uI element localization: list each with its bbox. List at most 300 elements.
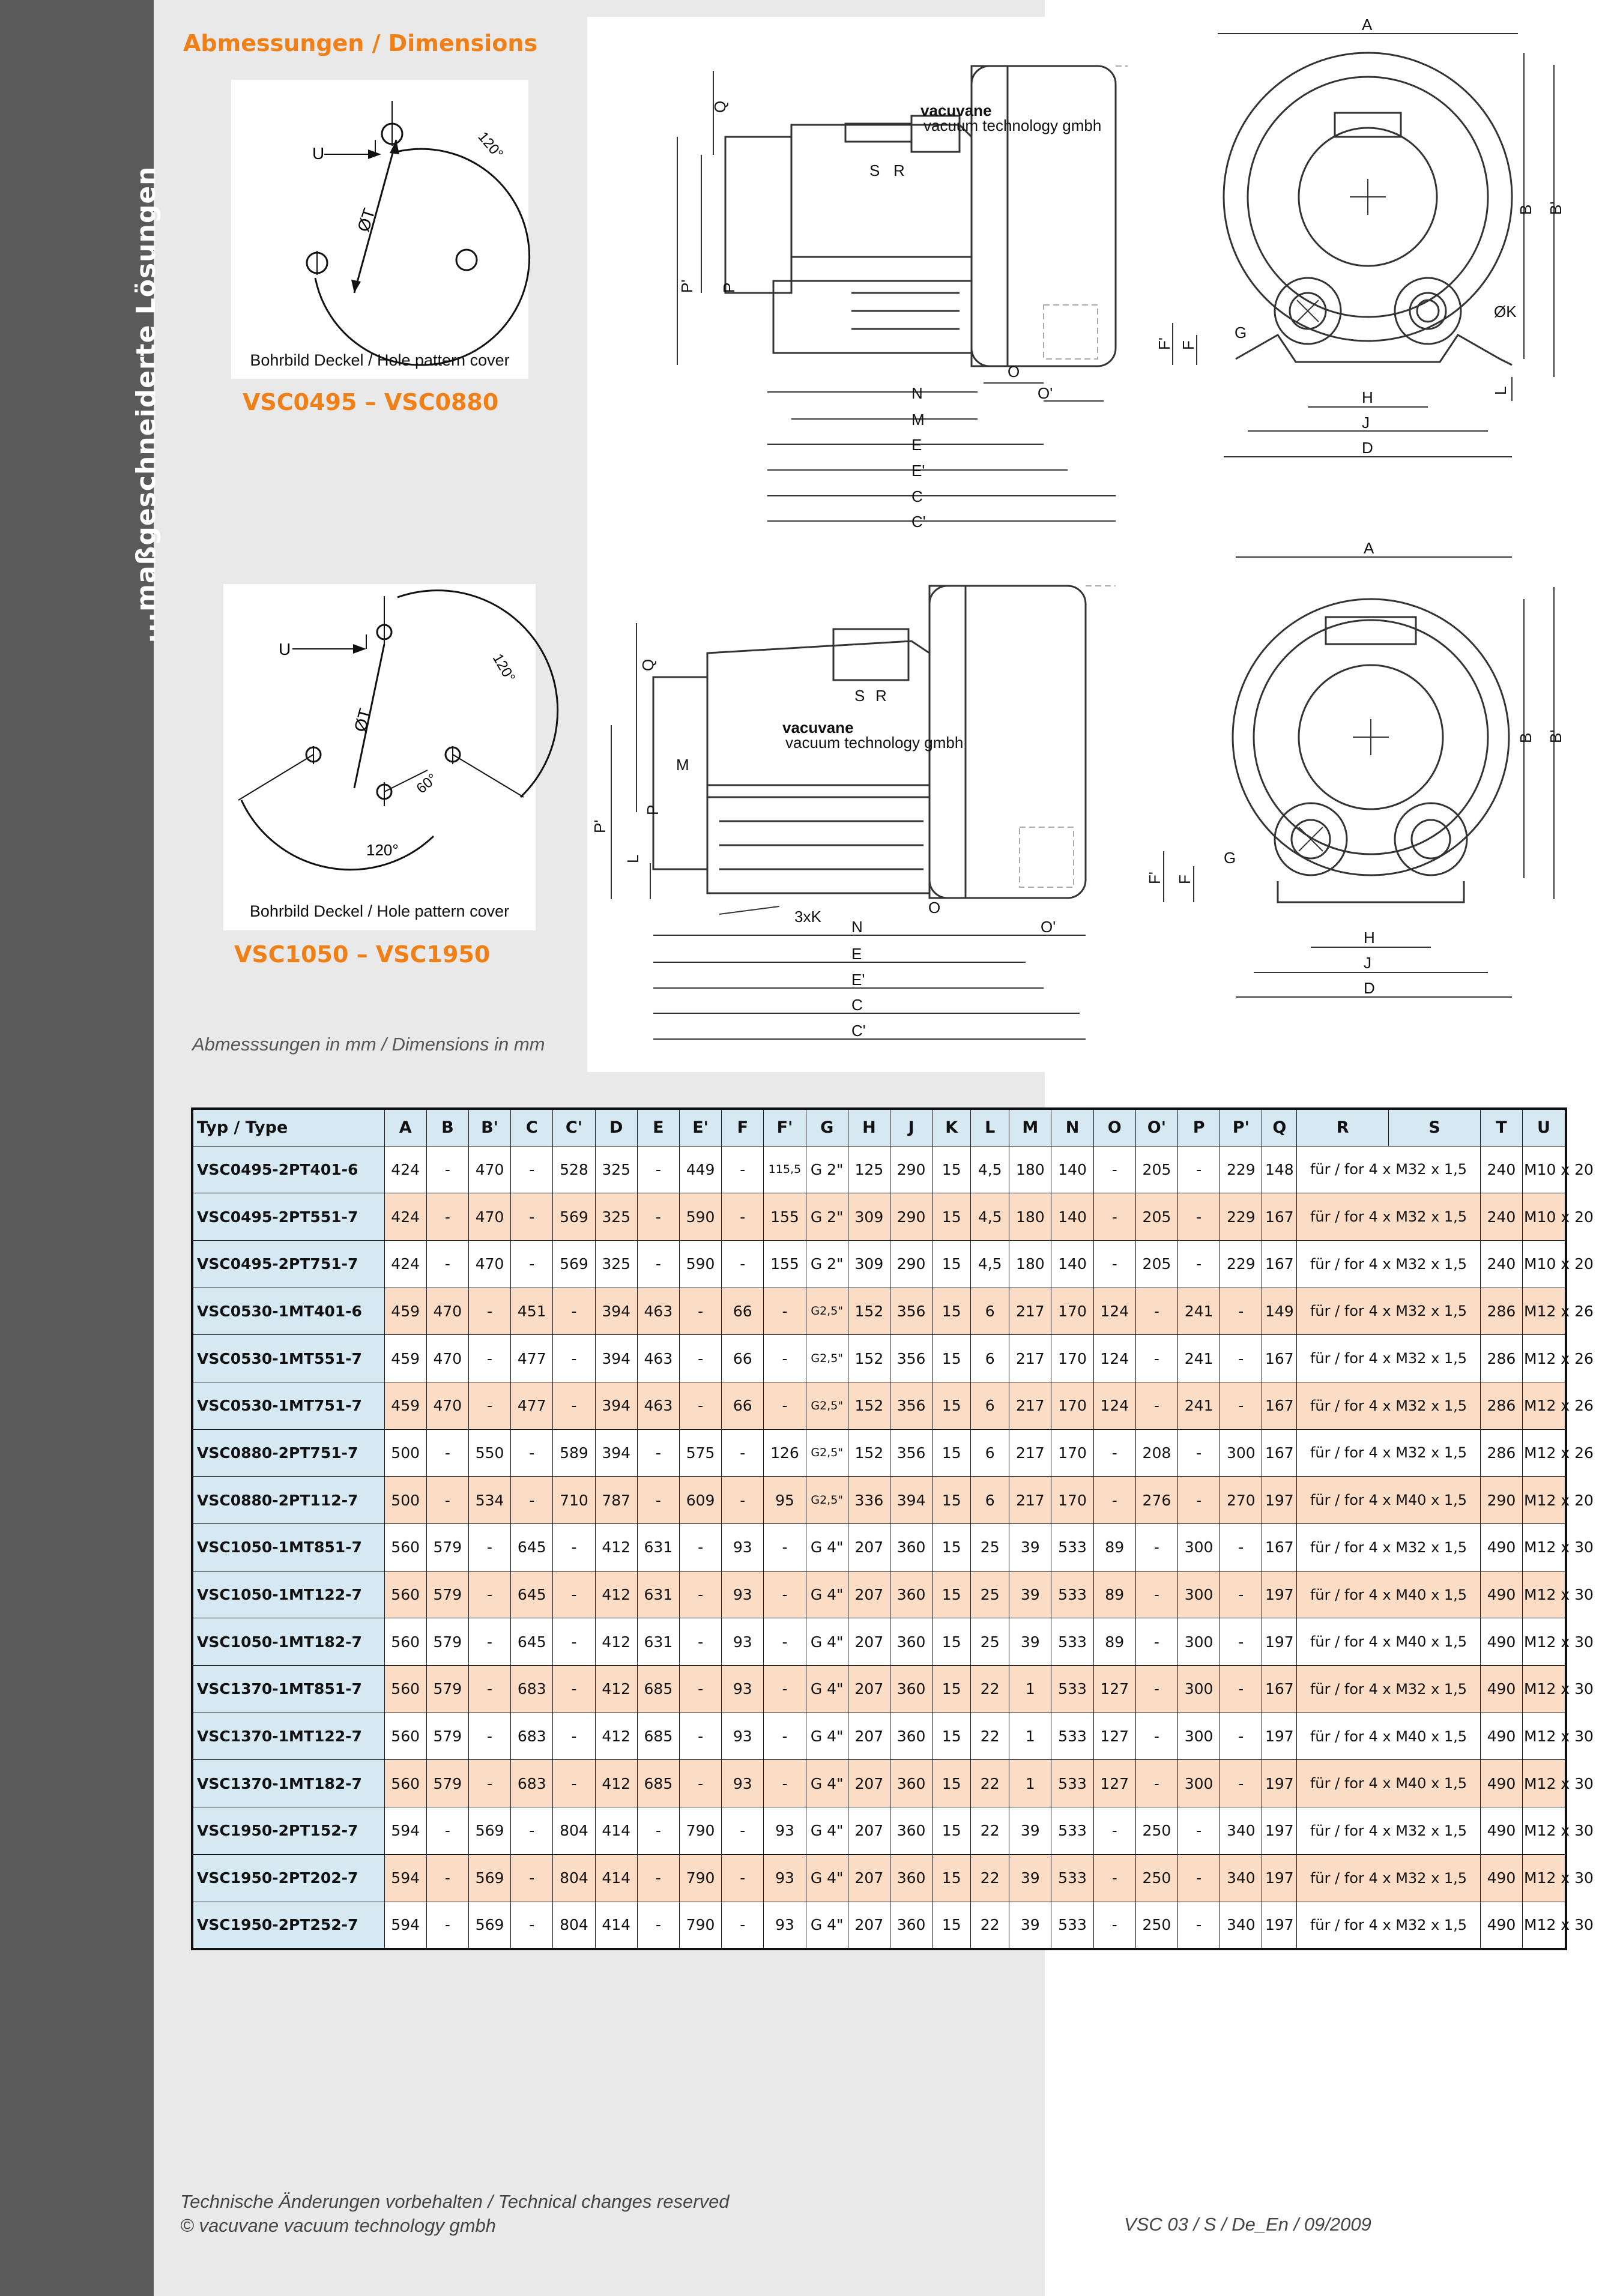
- table-cell: M12 x 26: [1523, 1429, 1566, 1477]
- hole-pattern-1-svg: [231, 80, 528, 356]
- table-cell: 15: [932, 1618, 971, 1666]
- table-cell: 569: [468, 1902, 510, 1949]
- type-cell: VSC1050-1MT182-7: [192, 1618, 384, 1666]
- pattern2-caption: Bohrbild Deckel / Hole pattern cover: [249, 902, 510, 920]
- table-cell: 95: [764, 1477, 806, 1524]
- table-cell: 477: [511, 1382, 553, 1429]
- type-cell: VSC1950-2PT202-7: [192, 1854, 384, 1902]
- table-cell: M12 x 30: [1523, 1713, 1566, 1760]
- table-header-cell: A: [384, 1109, 426, 1146]
- table-cell: 197: [1262, 1618, 1297, 1666]
- table-cell: 470: [468, 1240, 510, 1288]
- front-top-label-a: A: [1362, 16, 1373, 34]
- table-cell: M12 x 26: [1523, 1382, 1566, 1429]
- table-row: [192, 1618, 1566, 1666]
- side-top-label-m: M: [911, 411, 925, 429]
- table-cell: -: [1178, 1854, 1220, 1902]
- table-cell: 66: [722, 1335, 764, 1382]
- side-bottom-label-m: M: [676, 756, 689, 774]
- table-cell: 250: [1135, 1807, 1177, 1855]
- table-cell: -: [511, 1193, 553, 1241]
- table-cell: 325: [595, 1240, 637, 1288]
- front-top-label-f: F: [1179, 340, 1197, 350]
- table-cell: 560: [384, 1760, 426, 1807]
- table-cell: 167: [1262, 1382, 1297, 1429]
- table-cell: -: [511, 1854, 553, 1902]
- table-cell: 1: [1009, 1713, 1051, 1760]
- pattern2-angle-top-label: 120°: [489, 651, 519, 685]
- table-cell: 140: [1051, 1193, 1093, 1241]
- table-cell: 490: [1480, 1666, 1522, 1713]
- pattern1-caption: Bohrbild Deckel / Hole pattern cover: [250, 351, 510, 369]
- table-cell: -: [1178, 1193, 1220, 1241]
- table-cell: 424: [384, 1240, 426, 1288]
- table-cell: 412: [595, 1571, 637, 1618]
- table-cell: -: [764, 1760, 806, 1807]
- side-bottom-label-q: Q: [639, 658, 657, 671]
- table-row: [192, 1146, 1566, 1193]
- table-cell: 360: [890, 1618, 932, 1666]
- side-top-label-p: P: [720, 282, 738, 293]
- table-cell: -: [679, 1382, 721, 1429]
- table-cell: 1: [1009, 1666, 1051, 1713]
- table-cell: 15: [932, 1477, 971, 1524]
- table-cell: 424: [384, 1193, 426, 1241]
- table-cell: 609: [679, 1477, 721, 1524]
- table-cell: 804: [553, 1807, 595, 1855]
- footer-changes-note: Technische Änderungen vorbehalten / Technical changes reserved: [180, 2191, 730, 2212]
- table-cell: G 4": [806, 1618, 848, 1666]
- table-cell: 207: [848, 1902, 890, 1949]
- side-top-label-e: E: [911, 436, 922, 454]
- table-cell: 360: [890, 1666, 932, 1713]
- table-cell: 240: [1480, 1146, 1522, 1193]
- table-cell: -: [764, 1666, 806, 1713]
- table-header-cell: B: [426, 1109, 468, 1146]
- table-cell: 240: [1480, 1240, 1522, 1288]
- table-cell: -: [764, 1618, 806, 1666]
- front-view-top-svg: [1128, 17, 1608, 479]
- table-cell: G 2": [806, 1240, 848, 1288]
- table-cell: 490: [1480, 1760, 1522, 1807]
- front-top-label-j: J: [1362, 414, 1370, 432]
- table-cell: 89: [1093, 1618, 1135, 1666]
- table-cell: -: [1220, 1288, 1262, 1335]
- table-cell: -: [1135, 1666, 1177, 1713]
- table-cell: 290: [890, 1240, 932, 1288]
- table-cell: 804: [553, 1854, 595, 1902]
- table-cell: 645: [511, 1524, 553, 1571]
- table-cell: -: [679, 1288, 721, 1335]
- table-cell: 787: [595, 1477, 637, 1524]
- table-cell: 22: [971, 1902, 1009, 1949]
- table-cell: 217: [1009, 1288, 1051, 1335]
- table-cell: -: [468, 1382, 510, 1429]
- side-bottom-label-e: E: [851, 945, 862, 963]
- table-cell: -: [637, 1477, 679, 1524]
- table-cell: -: [722, 1146, 764, 1193]
- table-cell: M12 x 26: [1523, 1335, 1566, 1382]
- table-cell: 533: [1051, 1524, 1093, 1571]
- table-cell: 115,5: [764, 1146, 806, 1193]
- table-cell: 360: [890, 1760, 932, 1807]
- table-cell: -: [1135, 1382, 1177, 1429]
- table-cell: 412: [595, 1524, 637, 1571]
- side-view-drawing-top: [587, 17, 1128, 539]
- table-cell: 340: [1220, 1854, 1262, 1902]
- hole-pattern-diagram-1: [231, 80, 528, 379]
- table-cell: 93: [764, 1854, 806, 1902]
- table-cell: 575: [679, 1429, 721, 1477]
- table-cell: 463: [637, 1382, 679, 1429]
- table-cell: 6: [971, 1335, 1009, 1382]
- table-header-cell: B': [468, 1109, 510, 1146]
- table-cell: 286: [1480, 1382, 1522, 1429]
- table-cell: -: [426, 1193, 468, 1241]
- table-cell: 15: [932, 1524, 971, 1571]
- table-header-cell: H: [848, 1109, 890, 1146]
- table-cell: 490: [1480, 1618, 1522, 1666]
- type-cell: VSC0880-2PT112-7: [192, 1477, 384, 1524]
- table-cell: 276: [1135, 1477, 1177, 1524]
- table-header-cell: C': [553, 1109, 595, 1146]
- table-cell: M12 x 30: [1523, 1854, 1566, 1902]
- table-cell: 15: [932, 1666, 971, 1713]
- table-cell: 170: [1051, 1477, 1093, 1524]
- table-cell: M12 x 26: [1523, 1288, 1566, 1335]
- table-header-cell: E: [637, 1109, 679, 1146]
- table-cell: 22: [971, 1713, 1009, 1760]
- front-top-label-g: G: [1235, 324, 1247, 342]
- table-cell: 126: [764, 1429, 806, 1477]
- table-cell: -: [679, 1618, 721, 1666]
- table-cell: 533: [1051, 1854, 1093, 1902]
- table-cell: -: [468, 1666, 510, 1713]
- table-cell: 300: [1178, 1666, 1220, 1713]
- table-cell: 790: [679, 1902, 721, 1949]
- side-bottom-label-r: R: [875, 687, 887, 705]
- table-cell: für / for 4 x M40 x 1,5: [1297, 1571, 1481, 1618]
- table-cell: 424: [384, 1146, 426, 1193]
- table-row: [192, 1713, 1566, 1760]
- table-body: [192, 1146, 1594, 1949]
- table-cell: 569: [468, 1854, 510, 1902]
- table-cell: 533: [1051, 1618, 1093, 1666]
- table-cell: 170: [1051, 1335, 1093, 1382]
- table-cell: 15: [932, 1571, 971, 1618]
- table-cell: 631: [637, 1524, 679, 1571]
- type-cell: VSC0495-2PT751-7: [192, 1240, 384, 1288]
- table-cell: 683: [511, 1666, 553, 1713]
- table-cell: -: [764, 1713, 806, 1760]
- table-row: [192, 1666, 1566, 1713]
- table-cell: 15: [932, 1382, 971, 1429]
- table-cell: 89: [1093, 1524, 1135, 1571]
- table-cell: -: [764, 1571, 806, 1618]
- table-cell: G 4": [806, 1760, 848, 1807]
- table-cell: -: [1178, 1240, 1220, 1288]
- front-top-label-h: H: [1362, 388, 1373, 406]
- table-cell: 207: [848, 1666, 890, 1713]
- front-bottom-label-f: F: [1176, 875, 1194, 884]
- table-cell: -: [1093, 1477, 1135, 1524]
- table-cell: G2,5": [806, 1429, 848, 1477]
- table-cell: 300: [1178, 1524, 1220, 1571]
- table-cell: 39: [1009, 1807, 1051, 1855]
- table-cell: 534: [468, 1477, 510, 1524]
- front-bottom-label-j: J: [1364, 954, 1371, 972]
- table-cell: 414: [595, 1807, 637, 1855]
- table-cell: 356: [890, 1288, 932, 1335]
- table-header-cell: P: [1178, 1109, 1220, 1146]
- table-header-cell: C: [511, 1109, 553, 1146]
- table-cell: 300: [1178, 1618, 1220, 1666]
- table-cell: 560: [384, 1524, 426, 1571]
- table-cell: 560: [384, 1571, 426, 1618]
- table-row: [192, 1854, 1566, 1902]
- table-cell: 15: [932, 1335, 971, 1382]
- table-cell: 152: [848, 1288, 890, 1335]
- type-cell: VSC1950-2PT152-7: [192, 1807, 384, 1855]
- table-cell: 25: [971, 1618, 1009, 1666]
- table-cell: 229: [1220, 1146, 1262, 1193]
- table-cell: 93: [722, 1666, 764, 1713]
- table-header-cell: E': [679, 1109, 721, 1146]
- table-header-cell: N: [1051, 1109, 1093, 1146]
- table-cell: 197: [1262, 1807, 1297, 1855]
- table-cell: -: [553, 1760, 595, 1807]
- table-cell: G2,5": [806, 1382, 848, 1429]
- table-cell: 459: [384, 1288, 426, 1335]
- table-cell: 170: [1051, 1382, 1093, 1429]
- side-bottom-label-p: P: [644, 804, 662, 815]
- table-cell: -: [1093, 1240, 1135, 1288]
- table-cell: 124: [1093, 1335, 1135, 1382]
- table-cell: -: [1135, 1524, 1177, 1571]
- table-row: [192, 1571, 1566, 1618]
- table-cell: 207: [848, 1524, 890, 1571]
- front-bottom-label-g: G: [1224, 849, 1236, 867]
- side-top-label-r: R: [893, 161, 905, 179]
- table-cell: 167: [1262, 1193, 1297, 1241]
- table-cell: -: [1220, 1760, 1262, 1807]
- type-cell: VSC1050-1MT851-7: [192, 1524, 384, 1571]
- footer-copyright: © vacuvane vacuum technology gmbh: [180, 2215, 497, 2236]
- footer-document-code: VSC 03 / S / De_En / 09/2009: [1124, 2214, 1371, 2235]
- table-cell: 250: [1135, 1902, 1177, 1949]
- front-top-label-k: ØK: [1494, 303, 1517, 321]
- table-row: [192, 1193, 1566, 1241]
- pattern1-u-label: U: [312, 144, 325, 163]
- table-cell: 149: [1262, 1288, 1297, 1335]
- table-cell: 336: [848, 1477, 890, 1524]
- table-cell: M12 x 30: [1523, 1760, 1566, 1807]
- front-bottom-label-b-prime: B': [1547, 729, 1565, 743]
- table-cell: -: [1093, 1807, 1135, 1855]
- table-cell: -: [1135, 1335, 1177, 1382]
- table-cell: 550: [468, 1429, 510, 1477]
- table-cell: 360: [890, 1713, 932, 1760]
- side-top-label-p-prime: P': [678, 279, 696, 293]
- side-bottom-label-3xk: 3xK: [794, 908, 821, 926]
- table-cell: 790: [679, 1854, 721, 1902]
- table-cell: für / for 4 x M32 x 1,5: [1297, 1902, 1481, 1949]
- pattern2-u-label: U: [279, 640, 291, 658]
- table-cell: 207: [848, 1854, 890, 1902]
- table-header-cell: U: [1523, 1109, 1566, 1146]
- front-top-label-b-prime: B': [1547, 201, 1565, 215]
- table-cell: -: [426, 1429, 468, 1477]
- table-cell: -: [764, 1524, 806, 1571]
- table-cell: 93: [722, 1524, 764, 1571]
- table-cell: 356: [890, 1429, 932, 1477]
- table-header-cell: S: [1389, 1109, 1481, 1146]
- table-cell: G 4": [806, 1902, 848, 1949]
- front-top-label-b: B: [1517, 204, 1535, 215]
- table-cell: -: [1093, 1429, 1135, 1477]
- table-cell: 229: [1220, 1193, 1262, 1241]
- table-cell: -: [553, 1382, 595, 1429]
- table-cell: 394: [595, 1288, 637, 1335]
- pattern2-angle-inner-label: 60°: [413, 770, 441, 797]
- table-cell: 197: [1262, 1713, 1297, 1760]
- table-cell: -: [511, 1807, 553, 1855]
- table-cell: 579: [426, 1666, 468, 1713]
- table-cell: -: [637, 1807, 679, 1855]
- table-cell: 197: [1262, 1760, 1297, 1807]
- table-cell: 579: [426, 1524, 468, 1571]
- table-header-cell: K: [932, 1109, 971, 1146]
- side-bottom-brand-sub: vacuum technology gmbh: [785, 734, 964, 752]
- table-cell: 500: [384, 1429, 426, 1477]
- table-cell: M12 x 30: [1523, 1524, 1566, 1571]
- table-cell: 205: [1135, 1193, 1177, 1241]
- table-cell: 490: [1480, 1524, 1522, 1571]
- table-row: [192, 1524, 1566, 1571]
- table-header-cell: L: [971, 1109, 1009, 1146]
- type-cell: VSC1370-1MT851-7: [192, 1666, 384, 1713]
- table-cell: 152: [848, 1429, 890, 1477]
- side-top-label-e-prime: E': [911, 462, 925, 480]
- table-cell: 66: [722, 1288, 764, 1335]
- type-cell: VSC0495-2PT551-7: [192, 1193, 384, 1241]
- hole-pattern-2-svg: [223, 584, 536, 902]
- table-cell: 140: [1051, 1240, 1093, 1288]
- table-cell: -: [1135, 1288, 1177, 1335]
- front-bottom-label-a: A: [1364, 539, 1374, 557]
- table-cell: 286: [1480, 1335, 1522, 1382]
- table-cell: -: [679, 1335, 721, 1382]
- table-cell: 414: [595, 1902, 637, 1949]
- table-cell: für / for 4 x M32 x 1,5: [1297, 1288, 1481, 1335]
- table-cell: 560: [384, 1618, 426, 1666]
- type-cell: VSC1370-1MT182-7: [192, 1760, 384, 1807]
- table-cell: 6: [971, 1429, 1009, 1477]
- table-cell: -: [722, 1854, 764, 1902]
- type-cell: VSC0495-2PT401-6: [192, 1146, 384, 1193]
- table-cell: 180: [1009, 1240, 1051, 1288]
- table-cell: -: [764, 1288, 806, 1335]
- table-cell: 180: [1009, 1146, 1051, 1193]
- table-cell: 394: [595, 1382, 637, 1429]
- type-cell: VSC0530-1MT401-6: [192, 1288, 384, 1335]
- table-row: [192, 1335, 1566, 1382]
- table-cell: -: [511, 1240, 553, 1288]
- table-cell: -: [722, 1429, 764, 1477]
- table-cell: -: [1135, 1571, 1177, 1618]
- table-cell: -: [1220, 1571, 1262, 1618]
- table-cell: 205: [1135, 1240, 1177, 1288]
- table-cell: -: [1093, 1902, 1135, 1949]
- table-cell: -: [722, 1477, 764, 1524]
- table-cell: 167: [1262, 1240, 1297, 1288]
- front-view-bottom-svg: [1128, 539, 1608, 1019]
- table-cell: 197: [1262, 1854, 1297, 1902]
- table-cell: 356: [890, 1382, 932, 1429]
- table-cell: für / for 4 x M32 x 1,5: [1297, 1382, 1481, 1429]
- pattern2-t-label: ØT: [350, 706, 375, 734]
- table-cell: M12 x 30: [1523, 1902, 1566, 1949]
- table-cell: -: [1093, 1146, 1135, 1193]
- table-cell: 490: [1480, 1902, 1522, 1949]
- table-cell: 490: [1480, 1713, 1522, 1760]
- table-cell: 685: [637, 1760, 679, 1807]
- table-cell: G 4": [806, 1571, 848, 1618]
- table-cell: für / for 4 x M32 x 1,5: [1297, 1854, 1481, 1902]
- table-cell: 15: [932, 1807, 971, 1855]
- table-cell: -: [722, 1240, 764, 1288]
- table-cell: 533: [1051, 1713, 1093, 1760]
- table-cell: -: [1220, 1713, 1262, 1760]
- table-cell: -: [637, 1240, 679, 1288]
- table-cell: 300: [1178, 1713, 1220, 1760]
- table-cell: 124: [1093, 1288, 1135, 1335]
- table-cell: 15: [932, 1854, 971, 1902]
- table-cell: 360: [890, 1807, 932, 1855]
- table-cell: -: [1178, 1477, 1220, 1524]
- table-cell: für / for 4 x M32 x 1,5: [1297, 1807, 1481, 1855]
- table-header-cell: J: [890, 1109, 932, 1146]
- side-bottom-label-l: L: [624, 854, 642, 863]
- table-cell: -: [637, 1146, 679, 1193]
- table-cell: 490: [1480, 1571, 1522, 1618]
- table-cell: 685: [637, 1666, 679, 1713]
- table-cell: 470: [468, 1193, 510, 1241]
- table-cell: G2,5": [806, 1288, 848, 1335]
- table-cell: 241: [1178, 1335, 1220, 1382]
- type-cell: VSC0880-2PT751-7: [192, 1429, 384, 1477]
- table-cell: 360: [890, 1902, 932, 1949]
- table-cell: 710: [553, 1477, 595, 1524]
- table-cell: -: [426, 1477, 468, 1524]
- table-cell: -: [426, 1807, 468, 1855]
- table-cell: 309: [848, 1193, 890, 1241]
- front-bottom-label-f-prime: F': [1146, 872, 1164, 884]
- table-cell: -: [679, 1524, 721, 1571]
- table-cell: 533: [1051, 1571, 1093, 1618]
- table-cell: 645: [511, 1571, 553, 1618]
- table-cell: 152: [848, 1382, 890, 1429]
- table-cell: 533: [1051, 1666, 1093, 1713]
- table-cell: -: [553, 1571, 595, 1618]
- table-cell: -: [764, 1382, 806, 1429]
- table-cell: 579: [426, 1571, 468, 1618]
- table-cell: -: [553, 1288, 595, 1335]
- table-cell: 270: [1220, 1477, 1262, 1524]
- table-cell: 594: [384, 1902, 426, 1949]
- front-bottom-label-h: H: [1364, 929, 1375, 947]
- table-cell: 39: [1009, 1854, 1051, 1902]
